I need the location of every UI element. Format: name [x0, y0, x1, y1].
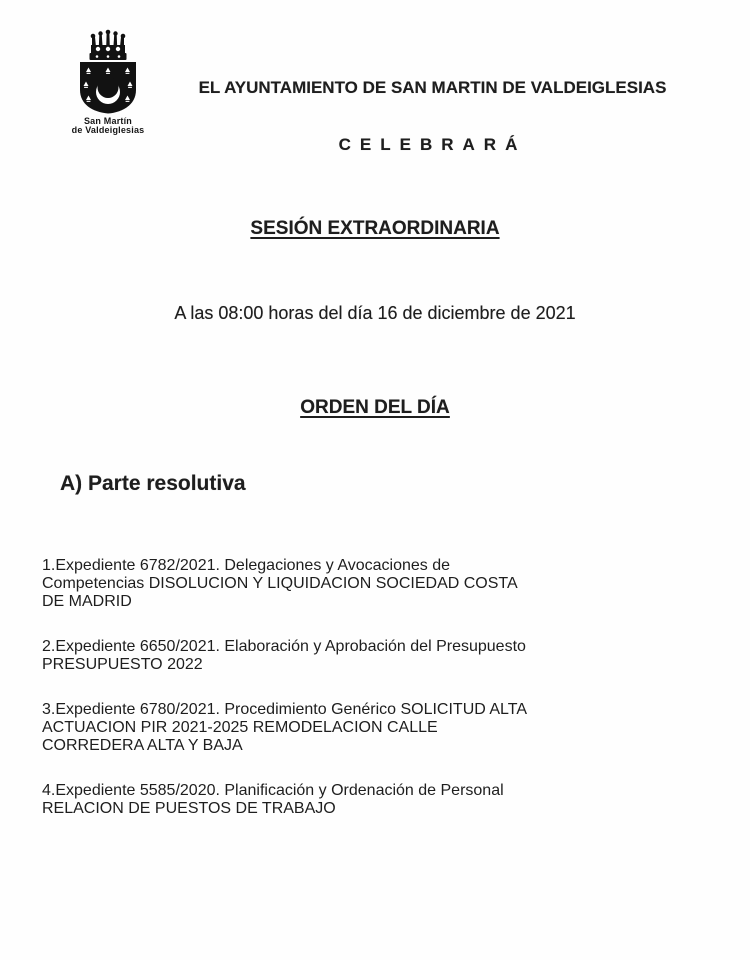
agenda-item-line: 2.Expediente 6650/2021. Elaboración y Aprobación del Presupuesto [42, 638, 526, 655]
agenda-item-line: DE MADRID [42, 593, 132, 610]
agenda-item-line: 1.Expediente 6782/2021. Delegaciones y Avocaciones de [42, 557, 451, 574]
crown-icon [64, 28, 152, 62]
agenda-item-line: 3.Expediente 6780/2021. Procedimiento Genérico SOLICITUD ALTA [42, 701, 528, 718]
agenda-items [42, 530, 742, 834]
session-datetime: A las 08:00 horas del día 16 de diciembre de 2021 [174, 303, 576, 323]
agenda-section-heading: A) Parte resolutiva [60, 472, 246, 495]
logo-caption-line1: San Martín [83, 116, 132, 126]
agenda-item-line: RELACION DE PUESTOS DE TRABAJO [42, 800, 336, 817]
agenda-item-line: 4.Expediente 5585/2020. Planificación y Ordenación de Personal [42, 782, 504, 799]
agenda-item-line: ACTUACION PIR 2021-2025 REMODELACION CALLE [42, 719, 438, 736]
agenda-item-line: CORREDERA ALTA Y BAJA [42, 737, 243, 754]
agenda-heading: ORDEN DEL DÍA [300, 397, 450, 418]
logo-caption [64, 117, 152, 135]
institution-title: EL AYUNTAMIENTO DE SAN MARTIN DE VALDEIGLESIAS [198, 78, 667, 97]
session-type-heading: SESIÓN EXTRAORDINARIA [250, 218, 500, 239]
agenda-item-line: Competencias DISOLUCION Y LIQUIDACION SOCIEDAD COSTA [42, 575, 518, 592]
logo-caption-line2: de Valdeiglesias [71, 125, 145, 135]
celebrara-heading: CELEBRARÁ [338, 135, 527, 154]
agenda-item-line: PRESUPUESTO 2022 [42, 656, 203, 673]
